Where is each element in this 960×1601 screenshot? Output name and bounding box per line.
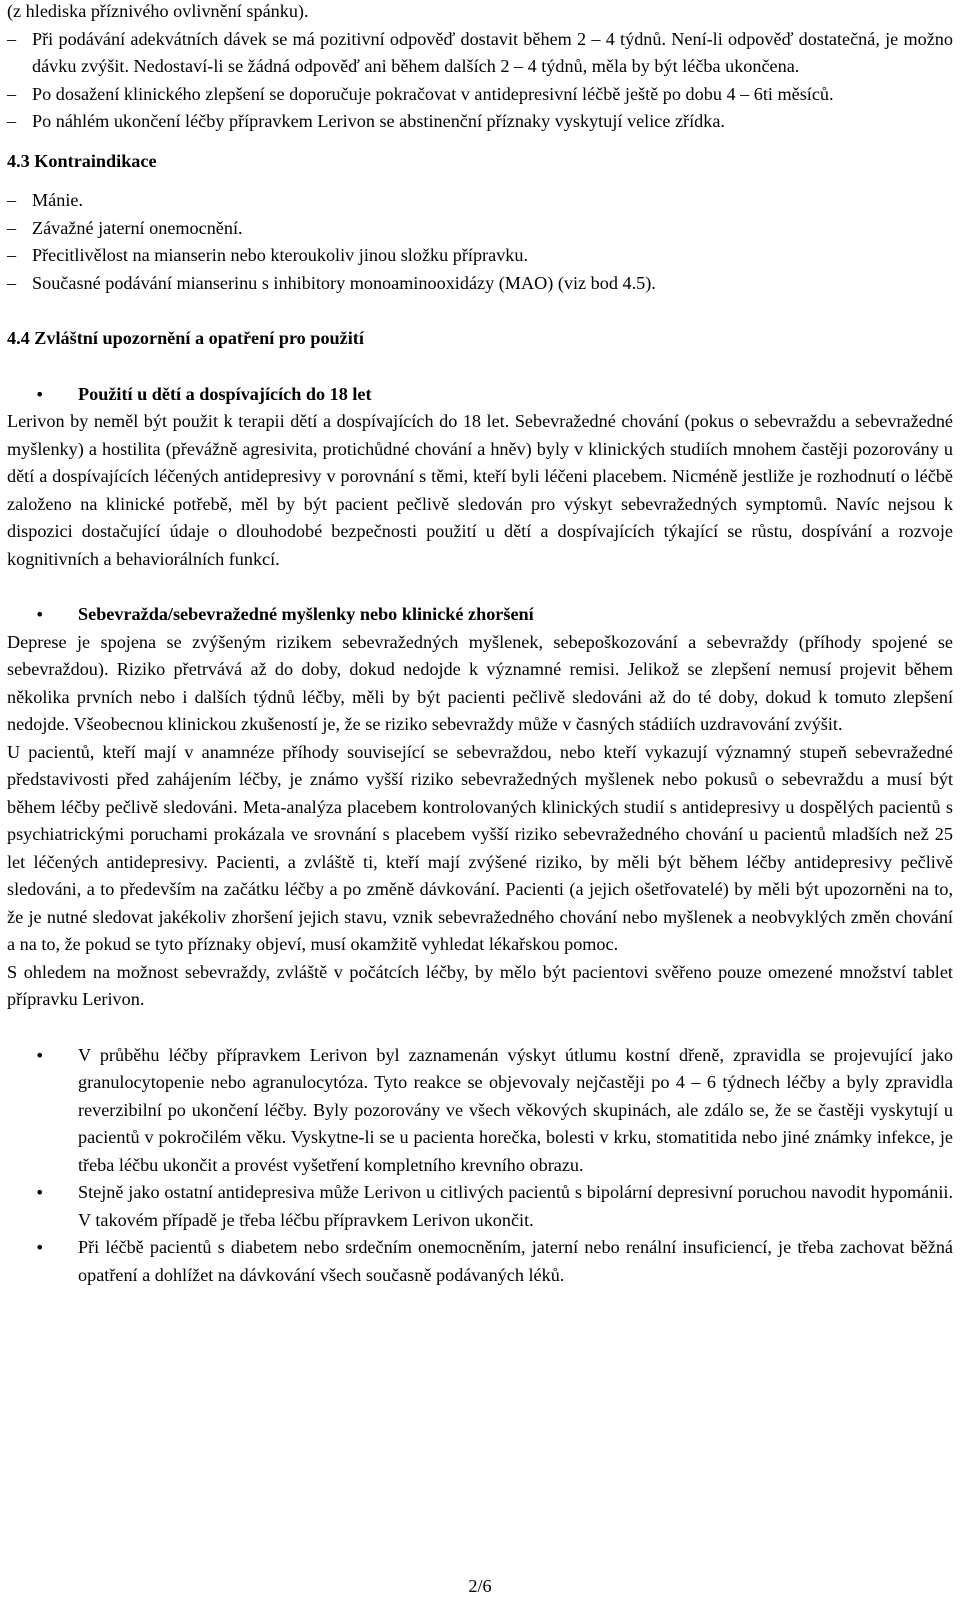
contraindications-list	[7, 187, 953, 297]
list-item: • Stejně jako ostatní antidepresiva může Lerivon u citlivých pacientů s bipolární depresivní poruchou navodit hypománii. V takovém případě je třeba léčbu přípravkem Lerivon ukončit.	[7, 1179, 953, 1234]
list-item: – Současné podávání mianserinu s inhibitory monoaminooxidázy (MAO) (viz bod 4.5).	[7, 270, 953, 298]
paragraph-children: Lerivon by neměl být použit k terapii dětí a dospívajících do 18 let. Sebevražedné chování (pokus o sebevraždu a sebevražedné myšlenky) a hostilita (převážně agresivita, protichůdné chování a hněv) byly v klinických studiích mnohem častěji pozorovány u dětí a dospívajících léčených antidepresivy v porovnání s těmi, kteří byli léčeni placebem. Nicméně jestliže je rozhodnutí o léčbě založeno na klinické potřebě, měl by být pacient pečlivě sledován pro výskyt sebevražedných symptomů. Navíc nejsou k dispozici dostačující údaje o dlouhodobé bezpečnosti použití u dětí a dospívajících týkající se růstu, dospívání a rozvoje kognitivních a behaviorálních funkcí.	[7, 411, 953, 569]
list-item: • V průběhu léčby přípravkem Lerivon byl zaznamenán výskyt útlumu kostní dřeně, zpravidla se projevující jako granulocytopenie nebo agranulocytóza. Tyto reakce se objevovaly nejčastěji po 4 – 6 týdnech léčby a byly zpravidla reverzibilní po ukončení léčby. Byly pozorovány ve všech věkových skupinách, ale zdálo se, že se častěji vyskytují u pacientů v pokročilém věku. Vyskytne-li se u pacienta horečka, bolesti v krku, stomatitida nebo jiné známky infekce, je třeba léčbu ukončit a provést vyšetření kompletního krevního obrazu.	[7, 1042, 953, 1180]
list-item: – Přecitlivělost na mianserin nebo kteroukoliv jinou složku přípravku.	[7, 242, 953, 270]
paragraph-suicide-2: U pacientů, kteří mají v anamnéze příhody související se sebevraždou, nebo kteří vykazují významný stupeň sebevražedné představivosti před zahájením léčby, je známo vyšší riziko sebevražedných myšlenek nebo pokusů o sebevraždu a musí být během léčby pečlivě sledováni. Meta-analýza placebem kontrolovaných klinických studií s antidepresivy u dospělých pacientů s psychiatrickými poruchami prokázala ve srovnání s placebem vyšší riziko sebevražedného chování u pacientů mladších než 25 let léčených antidepresivy. Pacienti, a zvláště ti, kteří mají zvýšené riziko, by měli být během léčby antidepresivy pečlivě sledováni, a to především na začátku léčby a po změně dávkování. Pacienti (a jejich ošetřovatelé) by měli být upozorněni na to, že je nutné sledovat jakékoliv zhoršení jejich stavu, vznik sebevražedného chování nebo myšlenek a neobvyklých změn chování a na to, že pokud se tyto příznaky objeví, musí okamžitě vyhledat lékařskou pomoc.	[7, 741, 953, 954]
list-item: – Po dosažení klinického zlepšení se doporučuje pokračovat v antidepresivní léčbě ještě po dobu 4 – 6ti měsíců.	[7, 81, 953, 109]
list-item: – Při podávání adekvátních dávek se má pozitivní odpověď dostavit během 2 – 4 týdnů. Není-li odpověď dostatečná, je možno dávku zvýšit. Nedostaví-li se žádná odpověď ani během dalších 2 – 4 týdnů, měla by být léčba ukončena.	[7, 26, 953, 81]
dosing-list	[7, 26, 953, 136]
list-item: • Při léčbě pacientů s diabetem nebo srdečním onemocněním, jaterní nebo renální insuficiencí, je třeba zachovat běžná opatření a dohlížet na dávkování všech současně podávaných léků.	[7, 1234, 953, 1289]
subheading-suicide: • Sebevražda/sebevražedné myšlenky nebo klinické zhoršení	[7, 601, 953, 629]
section-heading-warnings: 4.4 Zvláštní upozornění a opatření pro použití	[7, 328, 364, 348]
list-item: – Po náhlém ukončení léčby přípravkem Lerivon se abstinenční příznaky vyskytují velice zřídka.	[7, 108, 953, 136]
section-heading-contraindications: 4.3 Kontraindikace	[7, 150, 157, 171]
page-number: 2/6	[468, 1576, 492, 1596]
warnings-bullet-list	[7, 1042, 953, 1290]
paragraph-suicide-1: Deprese je spojena se zvýšeným rizikem sebevražedných myšlenek, sebepoškozování a sebevraždy (příhody spojené se sebevraždou). Riziko přetrvává až do doby, dokud nedojde k významné remisi. Jelikož se zlepšení nemusí projevit během několika prvních nebo i dalších týdnů léčby, měli by být pacienti pečlivě sledováni až do té doby, dokud k tomuto zlepšení nedojde. Všeobecnou klinickou zkušeností je, že se riziko sebevraždy může v časných stádiích uzdravování zvýšit.	[7, 631, 953, 734]
intro-line: (z hlediska příznivého ovlivnění spánku).	[7, 1, 309, 21]
list-item: – Mánie.	[7, 187, 953, 215]
paragraph-suicide-3: S ohledem na možnost sebevraždy, zvláště v počátcích léčby, by mělo být pacientovi svěřeno pouze omezené množství tablet přípravku Lerivon.	[7, 961, 953, 1009]
list-item: – Závažné jaterní onemocnění.	[7, 215, 953, 243]
document-page	[7, 0, 953, 1289]
subheading-children: • Použití u dětí a dospívajících do 18 let	[7, 381, 953, 409]
